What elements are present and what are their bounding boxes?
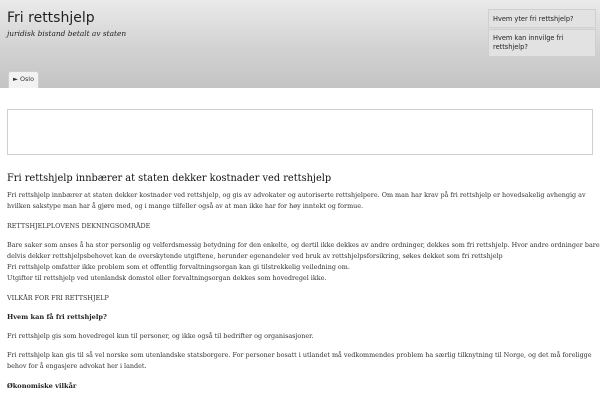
sub1-line3: behov for å engasjere advokat her i landet. bbox=[7, 362, 147, 370]
section-heading-vilkar: VILKÅR FOR FRI RETTSHJELP bbox=[7, 294, 109, 302]
sub1-line2: Fri rettshjelp kan gis til så vel norske som utenlandske statsborgere. For personer bosatt i utlandet må vedkommendes problem ha særlig tilknytning til Norge, og det må foreligge bbox=[7, 351, 592, 359]
tab-oslo[interactable]: ► Oslo bbox=[8, 71, 39, 88]
side-links-box bbox=[488, 9, 596, 57]
side-link-who-provides[interactable]: Hvem yter fri rettshjelp? bbox=[488, 9, 596, 28]
section1-line3: Fri rettshjelp omfatter ikke problem som et offentlig forvaltningsorgan kan gi tilstrekkelig veiledning om. bbox=[7, 263, 350, 271]
empty-content-box bbox=[7, 109, 593, 155]
site-tagline: juridisk bistand betalt av staten bbox=[7, 29, 127, 38]
article-heading-container bbox=[7, 173, 593, 184]
section1-line4: Utgifter til rettshjelp ved utenlandsk domstol eller forvaltningsorgan dekkes som hovedregel ikke. bbox=[7, 274, 327, 282]
intro-paragraph-line1: Fri rettshjelp innbærer at staten dekker kostnader ved rettshjelp, og gis av advokater og autoriserte rettshjelpere. Om man har krav på fri rettshjelp er hovedsakelig avhengig av bbox=[7, 191, 586, 199]
site-title[interactable]: Fri rettshjelp bbox=[7, 10, 95, 26]
article-heading: Fri rettshjelp innbærer at staten dekker kostnader ved rettshjelp bbox=[7, 173, 332, 184]
sub1-line1: Fri rettshjelp gis som hovedregel kun til personer, og ikke også til bedrifter og organisasjoner. bbox=[7, 332, 314, 340]
section-heading-dekningsomrade: RETTSHJELPLOVENS DEKNINGSOMRÅDE bbox=[7, 222, 151, 230]
subheading-who-can-get: Hvem kan få fri rettshjelp? bbox=[7, 313, 107, 321]
section1-line2: delvis dekker rettshjelpsbehovet kan de overskytende utgiftene, herunder egenandeler ved bruk av rettshjelpsforsikring, søkes dekket som fri rettshjelp bbox=[7, 252, 503, 260]
site-header bbox=[0, 0, 600, 88]
side-link-who-grants[interactable]: Hvem kan innvilge fri rettshjelp? bbox=[488, 29, 596, 57]
section1-line1: Bare saker som anses å ha stor personlig og velferdsmessig betydning for den enkelte, og dertil ikke dekkes av andre ordninger, dekkes som fri rettshjelp. Hvor andre ordninger bare bbox=[7, 241, 600, 249]
subheading-economic-conditions: Økonomiske vilkår bbox=[7, 382, 77, 390]
intro-paragraph-line2: hvilken sakstype man har å gjøre med, og i mange tilfeller også av at man ikke har for høy inntekt og formue. bbox=[7, 202, 364, 210]
